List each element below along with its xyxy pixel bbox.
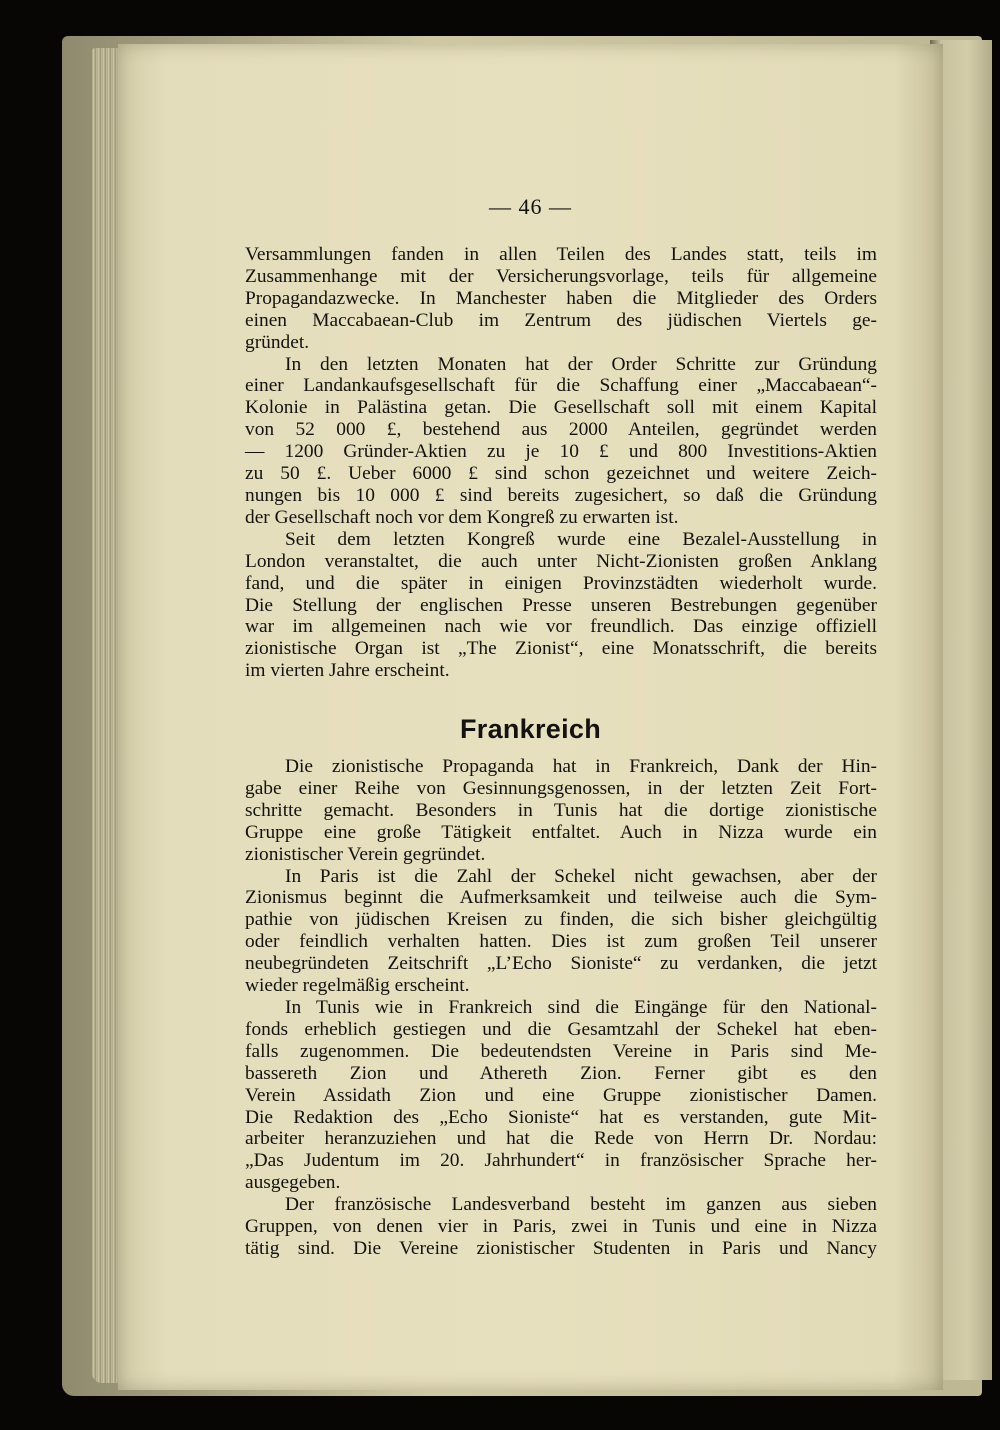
text-line: Zionismus beginnt die Aufmerksamkeit und teilweise auch die Sym-	[245, 887, 877, 909]
text-line: Kolonie in Palästina getan. Die Gesellschaft soll mit einem Kapital	[245, 397, 877, 419]
text-line: In Tunis wie in Frankreich sind die Eingänge für den National-	[285, 996, 877, 1018]
text-line: fonds erheblich gestiegen und die Gesamtzahl der Schekel hat eben-	[245, 1018, 877, 1040]
text-line: Gruppe eine große Tätigkeit entfaltet. Auch in Nizza wurde ein	[245, 821, 877, 843]
text-line: der Gesellschaft noch vor dem Kongreß zu erwarten ist.	[245, 506, 679, 528]
text-line: schritte gemacht. Besonders in Tunis hat die dortige zionistische	[245, 799, 877, 821]
text-line: Zusammenhange mit der Versicherungsvorlage, teils für allgemeine	[245, 265, 877, 287]
text-line: arbeiter heranzuziehen und hat die Rede von Herrn Dr. Nordau:	[245, 1128, 877, 1150]
text-line: pathie von jüdischen Kreisen zu finden, die sich bisher gleichgültig	[245, 909, 877, 931]
text-line: war im allgemeinen nach wie vor freundlich. Das einzige offiziell	[245, 616, 877, 638]
text-line: neubegründeten Zeitschrift „L’Echo Sioniste“ zu verdanken, die jetzt	[245, 953, 877, 975]
body-text-section-2	[245, 756, 877, 1260]
page-number: — 46 —	[489, 194, 572, 219]
text-line: im vierten Jahre erscheint.	[245, 660, 450, 682]
text-line: ausgegeben.	[245, 1172, 341, 1194]
section-heading: Frankreich	[459, 714, 602, 744]
body-text-section-1	[245, 244, 877, 682]
text-line: In Paris ist die Zahl der Schekel nicht gewachsen, aber der	[285, 865, 877, 887]
text-line: London veranstaltet, die auch unter Nicht-Zionisten großen Anklang	[245, 550, 877, 572]
text-line: zionistische Organ ist „The Zionist“, eine Monatsschrift, die bereits	[245, 638, 877, 660]
text-line: gründet.	[245, 331, 310, 353]
text-line: In den letzten Monaten hat der Order Schritte zur Gründung	[285, 353, 877, 375]
text-line: Die zionistische Propaganda hat in Frankreich, Dank der Hin-	[285, 756, 877, 777]
text-line: zu 50 £. Ueber 6000 £ sind schon gezeichnet und weitere Zeich-	[245, 463, 877, 485]
text-line: nungen bis 10 000 £ sind bereits zugesichert, so daß die Gründung	[245, 484, 877, 506]
text-line: „Das Judentum im 20. Jahrhundert“ in französischer Sprache her-	[245, 1150, 877, 1172]
text-line: einer Landankaufsgesellschaft für die Schaffung einer „Maccabaean“-	[245, 375, 877, 397]
text-line: fand, und die später in einigen Provinzstädten wiederholt wurde.	[245, 572, 877, 594]
text-line: Der französische Landesverband besteht im ganzen aus sieben	[285, 1194, 877, 1216]
text-line: oder feindlich verhalten hatten. Dies ist zum großen Teil unserer	[245, 931, 877, 953]
text-line: von 52 000 £, bestehend aus 2000 Anteilen, gegründet werden	[245, 419, 877, 441]
text-line: Die Stellung der englischen Presse unseren Bestrebungen gegenüber	[245, 594, 877, 616]
text-line: bassereth Zion und Athereth Zion. Ferner gibt es den	[245, 1062, 877, 1084]
text-line: Versammlungen fanden in allen Teilen des Landes statt, teils im	[245, 244, 877, 265]
text-line: tätig sind. Die Vereine zionistischer Studenten in Paris und Nancy	[245, 1237, 877, 1259]
text-line: gabe einer Reihe von Gesinnungsgenossen, in der letzten Zeit Fort-	[245, 777, 877, 799]
text-line: Propagandazwecke. In Manchester haben die Mitglieder des Orders	[245, 287, 877, 309]
text-line: einen Maccabaean-Club im Zentrum des jüdischen Viertels ge-	[245, 309, 877, 331]
text-line: Gruppen, von denen vier in Paris, zwei in Tunis und eine in Nizza	[245, 1216, 877, 1238]
text-line: falls zugenommen. Die bedeutendsten Vereine in Paris sind Me-	[245, 1040, 877, 1062]
text-line: Verein Assidath Zion und eine Gruppe zionistischer Damen.	[245, 1084, 877, 1106]
text-line: — 1200 Gründer-Aktien zu je 10 £ und 800 Investitions-Aktien	[245, 441, 877, 463]
text-line: zionistischer Verein gegründet.	[245, 843, 486, 865]
text-line: wieder regelmäßig erscheint.	[245, 975, 470, 997]
text-line: Die Redaktion des „Echo Sioniste“ hat es verstanden, gute Mit-	[245, 1106, 877, 1128]
text-line: Seit dem letzten Kongreß wurde eine Bezalel-Ausstellung in	[285, 528, 877, 550]
book-page	[118, 44, 943, 1390]
